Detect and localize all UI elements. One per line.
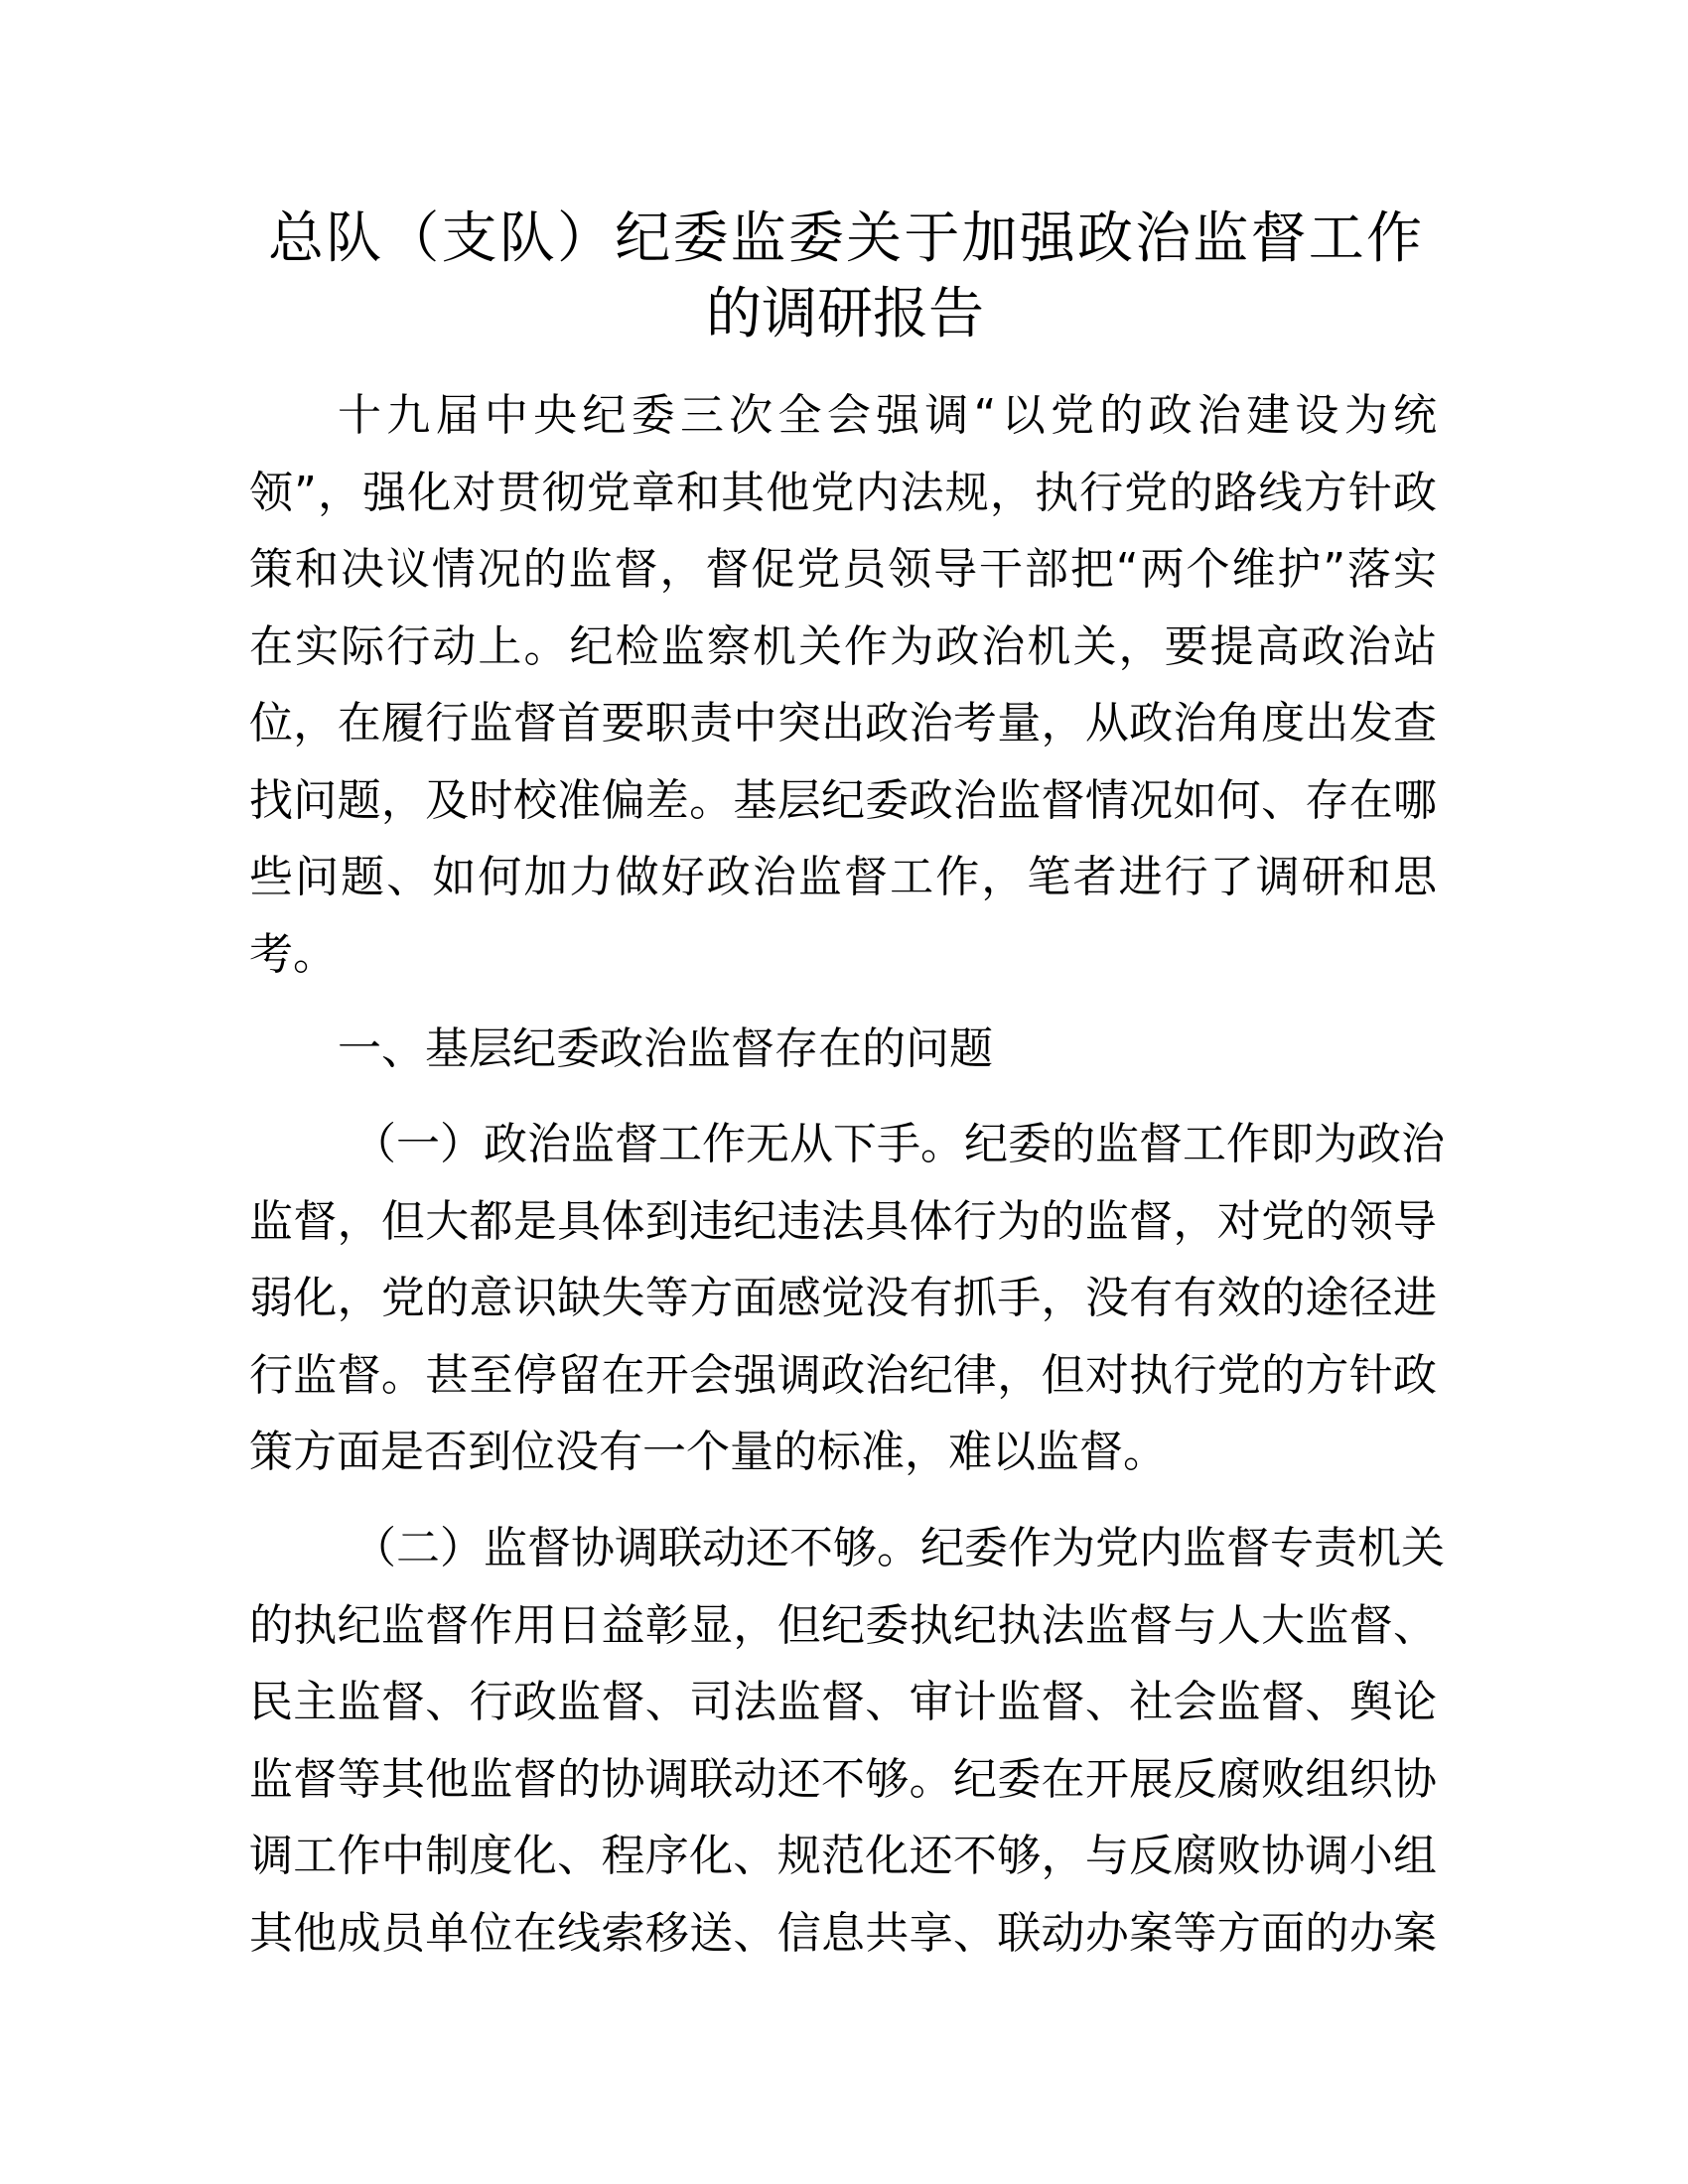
subsection-1-line: （一）政治监督工作无从下手。纪委的监督工作即为政治 — [352, 1119, 1445, 1169]
subsection-1-line: 弱化，党的意识缺失等方面感觉没有抓手，没有有效的途径进 — [249, 1273, 1437, 1323]
subsection-2-line: （二）监督协调联动还不够。纪委作为党内监督专责机关 — [352, 1523, 1445, 1573]
subsection-2-line: 调工作中制度化、程序化、规范化还不够，与反腐败协调小组 — [249, 1831, 1437, 1881]
paragraph-1-line: 在实际行动上。纪检监察机关作为政治机关，要提高政治站 — [249, 620, 1437, 672]
paragraph-1-line: 找问题，及时校准偏差。基层纪委政治监督情况如何、存在哪 — [249, 774, 1437, 826]
subsection-1-line: 行监督。甚至停留在开会强调政治纪律，但对执行党的方针政 — [249, 1349, 1437, 1401]
section-heading-1: 一、基层纪委政治监督存在的问题 — [338, 1024, 993, 1074]
paragraph-1-line: 考。 — [249, 928, 337, 980]
paragraph-1-line: 策和决议情况的监督，督促党员领导干部把“两个维护”落实 — [249, 544, 1437, 595]
paragraph-1-line: 十九届中央纪委三次全会强调“以党的政治建设为统 — [338, 390, 1437, 441]
subsection-1-line: 监督，但大都是具体到违纪违法具体行为的监督，对党的领导 — [249, 1195, 1437, 1247]
subsection-1-line: 策方面是否到位没有一个量的标准，难以监督。 — [249, 1427, 1167, 1477]
subsection-2-line: 的执纪监督作用日益彰显，但纪委执纪执法监督与人大监督、 — [249, 1599, 1437, 1651]
paragraph-1-line: 位，在履行监督首要职责中突出政治考量，从政治角度出发查 — [249, 698, 1437, 749]
document-title-line-1: 总队（支队）纪委监委关于加强政治监督工作 — [268, 206, 1422, 271]
document-title-line-2: 的调研报告 — [706, 282, 984, 346]
paragraph-1-line: 些问题、如何加力做好政治监督工作，笔者进行了调研和思 — [249, 852, 1437, 902]
paragraph-1-line: 领”，强化对贯彻党章和其他党内法规，执行党的路线方针政 — [249, 467, 1437, 518]
subsection-2-line: 其他成员单位在线索移送、信息共享、联动办案等方面的办案 — [249, 1907, 1437, 1959]
subsection-2-line: 监督等其他监督的协调联动还不够。纪委在开展反腐败组织协 — [249, 1753, 1437, 1805]
subsection-2-line: 民主监督、行政监督、司法监督、审计监督、社会监督、舆论 — [249, 1677, 1437, 1727]
